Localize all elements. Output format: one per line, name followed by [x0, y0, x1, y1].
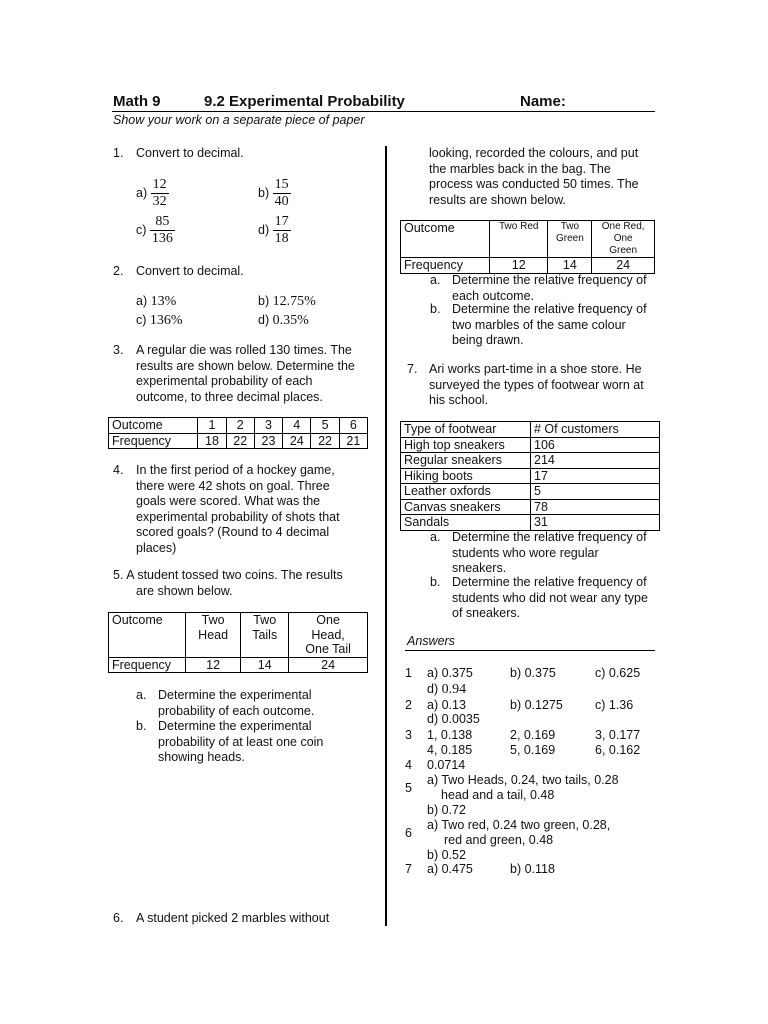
q1-item-d: d) $\frac{17}{18}$	[258, 214, 289, 246]
q2-text: Convert to decimal.	[136, 264, 244, 278]
q1-item-a: a) $\frac{12}{32}$	[136, 177, 167, 209]
q1-item-c: c) $\frac{85}{136}$	[136, 214, 173, 246]
q6-part-b: b. Determine the relative frequency of two marbles of the same colour being drawn.	[430, 302, 647, 347]
q2-item-d: d) 0.35%	[258, 313, 309, 328]
table-row: Type of footwear # Of customers	[401, 422, 660, 438]
answer-1d: d) 0.94	[427, 682, 467, 697]
q2-item-a: a) 13%	[136, 294, 177, 309]
answer-6a: a) Two red, 0.24 two green, 0.28,	[427, 818, 611, 832]
q7-text: Ari works part-time in a shoe store. He surveyed the types of footwear worn at his school.	[429, 362, 644, 407]
q5-text: 5. A student tossed two coins. The results are shown below.	[113, 568, 343, 598]
q3-text: A regular die was rolled 130 times. The results are shown below. Determine the experimental probability of each outcome, to three decimal places.	[136, 343, 355, 404]
answers-title: Answers	[407, 634, 455, 648]
fraction: $\frac{12}{32}$	[152, 177, 167, 209]
column-divider	[385, 146, 387, 926]
answer-2d: d) 0.0035	[427, 712, 480, 726]
q6-text-cont: looking, recorded the colours, and put the marbles back in the bag. The process was conducted 50 times. The results are shown below.	[429, 146, 639, 207]
footwear-table	[400, 421, 660, 531]
q2-number: 2.	[113, 264, 124, 278]
table-row: Outcome Two Head Two Tails One Head, One Tail	[109, 613, 368, 658]
table-row: Hiking boots 17	[401, 468, 660, 484]
q7-part-a: a. Determine the relative frequency of students who wore regular sneakers.	[430, 530, 647, 575]
table-row: Frequency 12 14 24	[401, 258, 655, 274]
page-title: 9.2 Experimental Probability	[204, 93, 405, 110]
q1-text: Convert to decimal.	[136, 146, 244, 160]
fraction: $\frac{15}{40}$	[274, 177, 289, 209]
q5-part-b: b. Determine the experimental probability of at least one coin showing heads.	[136, 719, 324, 764]
q1-number: 1.	[113, 146, 124, 160]
fraction: $\frac{85}{136}$	[151, 214, 173, 246]
course-label: Math 9	[113, 93, 161, 110]
die-table	[108, 417, 368, 449]
answer-5b: b) 0.72	[427, 803, 466, 817]
q1-item-b: b) $\frac{15}{40}$	[258, 177, 289, 209]
q7-part-b: b. Determine the relative frequency of students who did not wear any type of sneakers.	[430, 575, 648, 620]
answer-5a: a) Two Heads, 0.24, two tails, 0.28	[427, 773, 619, 787]
answer-5-num: 5	[405, 781, 412, 795]
table-row: Outcome Two Red Two Green One Red, One Green	[401, 221, 655, 258]
q4-text: In the first period of a hockey game, there were 42 shots on goal. Three goals were scored. What was the experimental probability of shots that scored goals? (Round to 4 decimal places)	[136, 463, 340, 555]
table-row: Sandals 31	[401, 515, 660, 531]
q7-number: 7.	[407, 362, 418, 376]
subtitle: Show your work on a separate piece of paper	[113, 113, 365, 127]
table-row: Regular sneakers 214	[401, 453, 660, 469]
table-row: Frequency 18 22 23 24 22 21	[109, 433, 368, 449]
table-row: Frequency 12 14 24	[109, 657, 368, 673]
q2-item-c: c) 136%	[136, 313, 183, 328]
marbles-table	[400, 220, 655, 274]
q2-item-b: b) 12.75%	[258, 294, 316, 309]
table-row: Leather oxfords 5	[401, 484, 660, 500]
name-label: Name:	[520, 93, 566, 110]
q5-part-a: a. Determine the experimental probability of each outcome.	[136, 688, 315, 718]
fraction: $\frac{17}{18}$	[274, 214, 289, 246]
table-row: Canvas sneakers 78	[401, 499, 660, 515]
answer-6-num: 6	[405, 826, 412, 840]
table-row: Outcome 1 2 3 4 5 6	[109, 418, 368, 434]
q6-part-a: a. Determine the relative frequency of each outcome.	[430, 273, 647, 303]
q4-number: 4.	[113, 463, 124, 477]
answer-6a-cont: red and green, 0.48	[444, 833, 554, 847]
answer-5a-cont: head and a tail, 0.48	[441, 788, 555, 802]
answers-rule	[405, 650, 655, 651]
q6-number: 6.	[113, 911, 124, 925]
q3-number: 3.	[113, 343, 124, 357]
q6-text-start: A student picked 2 marbles without	[136, 911, 330, 925]
coins-table	[108, 612, 368, 673]
header-rule	[112, 111, 655, 112]
table-row: High top sneakers 106	[401, 437, 660, 453]
answer-6b: b) 0.52	[427, 848, 466, 862]
